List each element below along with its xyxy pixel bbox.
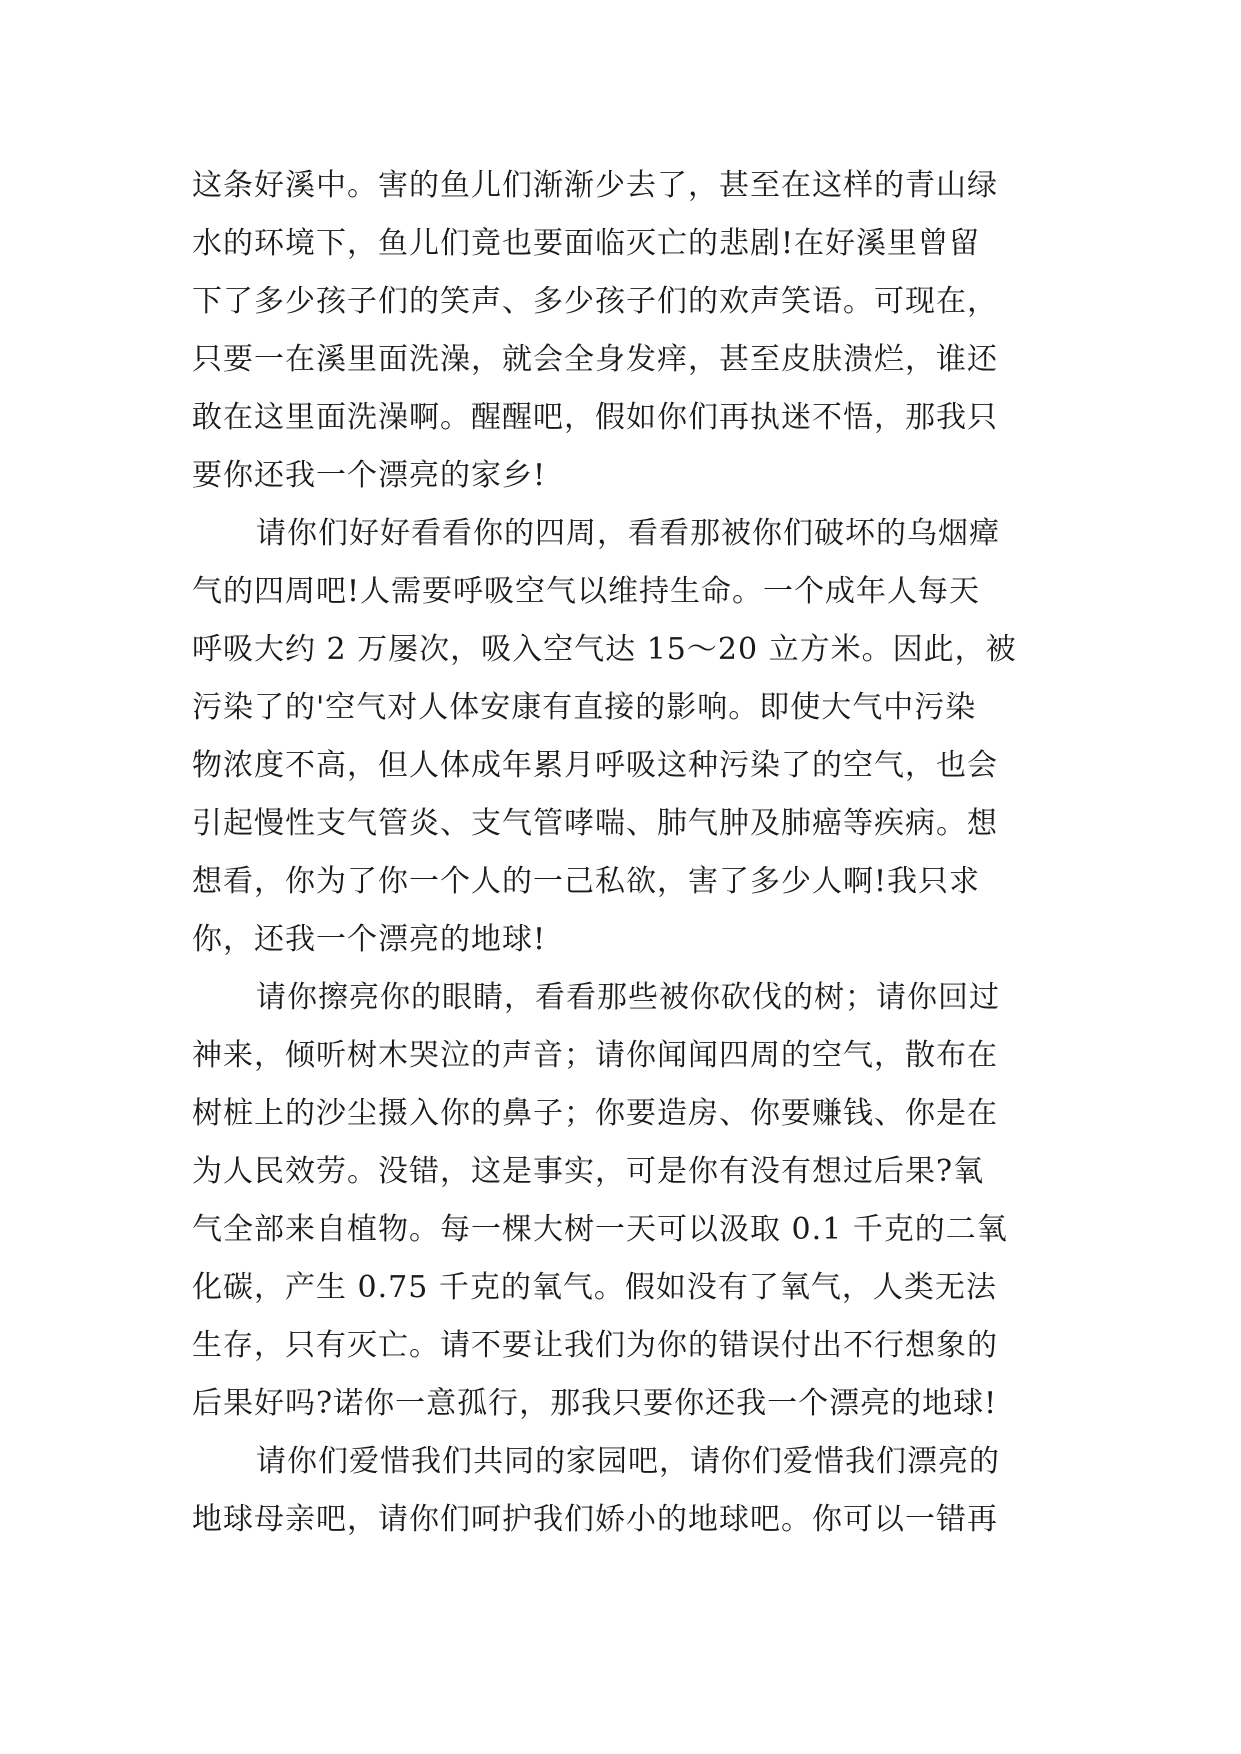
text-line: 只要一在溪里面洗澡，就会全身发痒，甚至皮肤溃烂，谁还 [192,342,998,377]
text-line: 敢在这里面洗澡啊。醒醒吧，假如你们再执迷不悟，那我只 [192,400,998,435]
text-line: 呼吸大约 2 万屡次，吸入空气达 15～20 立方米。因此，被 [192,632,1017,667]
paragraph-first-line: 请你们爱惜我们共同的家园吧，请你们爱惜我们漂亮的 [256,1444,1000,1479]
text-line: 要你还我一个漂亮的家乡! [192,458,547,493]
text-line: 这条好溪中。害的鱼儿们渐渐少去了，甚至在这样的青山绿 [192,168,998,203]
text-line: 水的环境下，鱼儿们竟也要面临灭亡的悲剧!在好溪里曾留 [192,226,981,261]
paragraph-first-line: 请你们好好看看你的四周，看看那被你们破坏的乌烟瘴 [256,516,1000,551]
text-line: 生存，只有灭亡。请不要让我们为你的错误付出不行想象的 [192,1328,998,1363]
text-line: 气全部来自植物。每一棵大树一天可以汲取 0.1 千克的二氧 [192,1212,1008,1247]
text-line: 气的四周吧!人需要呼吸空气以维持生命。一个成年人每天 [192,574,981,609]
paragraph-first-line: 请你擦亮你的眼睛，看看那些被你砍伐的树；请你回过 [256,980,1000,1015]
text-line: 化碳，产生 0.75 千克的氧气。假如没有了氧气，人类无法 [192,1270,997,1305]
text-line: 污染了的'空气对人体安康有直接的影响。即使大气中污染 [192,690,977,725]
text-line: 后果好吗?诺你一意孤行，那我只要你还我一个漂亮的地球! [192,1386,998,1421]
text-line: 你，还我一个漂亮的地球! [192,922,547,957]
text-line: 下了多少孩子们的笑声、多少孩子们的欢声笑语。可现在， [192,284,998,319]
text-line: 为人民效劳。没错，这是事实，可是你有没有想过后果?氧 [192,1154,985,1189]
text-line: 引起慢性支气管炎、支气管哮喘、肺气肿及肺癌等疾病。想 [192,806,998,841]
text-line: 想看，你为了你一个人的一己私欲，害了多少人啊!我只求 [192,864,981,899]
text-line: 物浓度不高，但人体成年累月呼吸这种污染了的空气，也会 [192,748,998,783]
text-line: 树桩上的沙尘摄入你的鼻子；你要造房、你要赚钱、你是在 [192,1096,998,1131]
text-line: 神来，倾听树木哭泣的声音；请你闻闻四周的空气，散布在 [192,1038,998,1073]
text-line: 地球母亲吧，请你们呵护我们娇小的地球吧。你可以一错再 [192,1502,998,1537]
document-body [192,157,1072,1549]
